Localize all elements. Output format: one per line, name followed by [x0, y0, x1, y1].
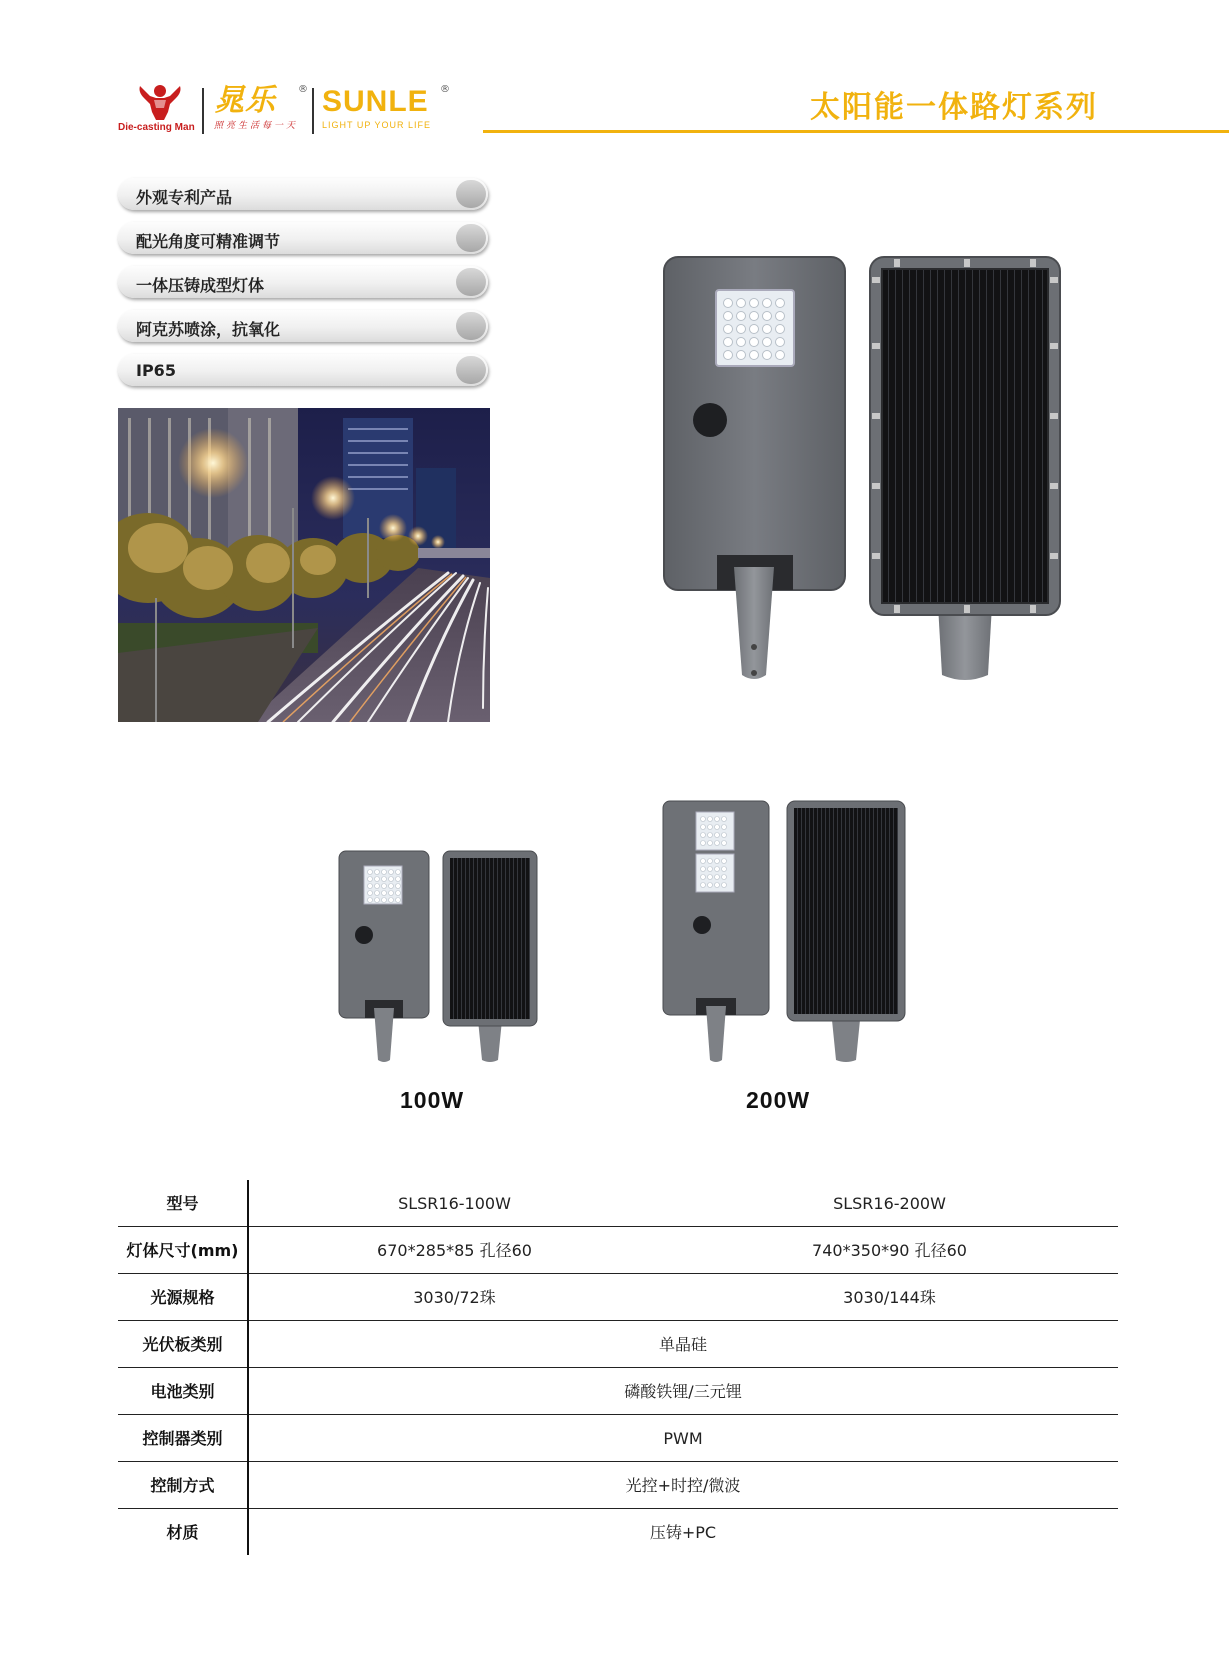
sunle-logo-text: SUNLE [322, 85, 429, 118]
spec-value: 磷酸铁锂/三元锂 [624, 1382, 742, 1401]
spec-label: 型号 [166, 1194, 199, 1213]
table-row [118, 1462, 1118, 1509]
spec-value: 单晶硅 [658, 1335, 707, 1354]
header-rule [483, 130, 1229, 133]
spec-label: 光源规格 [150, 1288, 215, 1307]
feature-label: 一体压铸成型灯体 [136, 276, 265, 295]
spec-label: 电池类别 [150, 1382, 215, 1401]
table-row [118, 1274, 1118, 1321]
solar-panel-graphic [786, 800, 906, 1065]
solar-panel-graphic [868, 255, 1062, 687]
table-row [118, 1180, 1118, 1227]
spec-label: 控制器类别 [142, 1429, 223, 1448]
spec-value: PWM [663, 1429, 703, 1448]
lamp-back-solar-large [868, 255, 1062, 687]
spec-value: 压铸+PC [649, 1523, 717, 1542]
solar-panel-graphic [442, 850, 538, 1065]
spec-value-100w: 3030/72珠 [413, 1288, 496, 1307]
wattage-label-100w: 100W [400, 1087, 465, 1113]
table-row [118, 1321, 1118, 1368]
spec-label: 控制方式 [150, 1476, 215, 1495]
table-row [118, 1509, 1118, 1556]
feature-label: 配光角度可精准调节 [136, 232, 281, 251]
spec-label: 灯体尺寸(mm) [126, 1241, 239, 1260]
page-header [0, 0, 1229, 140]
diecast-man-logo [118, 82, 198, 138]
feature-list [118, 178, 488, 398]
lamp-front-large [662, 255, 847, 685]
feature-pill [118, 222, 488, 254]
chinese-logo [214, 83, 308, 134]
feature-label: 阿克苏喷涂，抗氧化 [136, 320, 281, 339]
feature-pill [118, 354, 488, 386]
registered-mark: ® [440, 84, 450, 95]
spec-value: 光控+时控/微波 [625, 1476, 741, 1495]
spec-value-200w: SLSR16-200W [833, 1194, 946, 1213]
muscleman-icon [134, 82, 186, 122]
table-row [118, 1227, 1118, 1274]
spec-label: 光伏板类别 [142, 1335, 223, 1354]
pill-cap [456, 356, 486, 384]
spec-value-200w: 740*350*90 孔径60 [812, 1241, 967, 1260]
logo-divider [312, 88, 314, 134]
feature-pill [118, 266, 488, 298]
table-row [118, 1368, 1118, 1415]
spec-value-200w: 3030/144珠 [843, 1288, 936, 1307]
table-divider [247, 1180, 249, 1555]
feature-pill [118, 178, 488, 210]
chinese-slogan: 照亮生活每一天 [214, 121, 299, 131]
pill-cap [456, 180, 486, 208]
diecast-caption: Die-casting Man [118, 122, 195, 133]
pill-cap [456, 224, 486, 252]
table-row [118, 1415, 1118, 1462]
series-title: 太阳能一体路灯系列 [810, 90, 1098, 125]
sunle-logo [322, 84, 452, 134]
feature-label: 外观专利产品 [136, 188, 233, 207]
spec-value-100w: 670*285*85 孔径60 [377, 1241, 532, 1260]
feature-pill [118, 310, 488, 342]
lamp-back-solar-200w [786, 800, 906, 1065]
spec-label: 材质 [166, 1523, 199, 1542]
sunle-slogan: LIGHT UP YOUR LIFE [322, 120, 432, 130]
night-street-photo [118, 408, 490, 722]
wattage-label-200w: 200W [746, 1087, 811, 1113]
lamp-front-200w [662, 800, 770, 1065]
pill-cap [456, 312, 486, 340]
lamp-back-solar-100w [442, 850, 538, 1065]
spec-value-100w: SLSR16-100W [398, 1194, 511, 1213]
lamp-front-100w [338, 850, 430, 1065]
feature-label: IP65 [136, 361, 176, 380]
registered-mark: ® [298, 84, 308, 95]
logo-divider [202, 88, 204, 134]
spec-table [118, 1180, 1118, 1556]
pill-cap [456, 268, 486, 296]
chinese-logo-text: 晁乐 [214, 83, 276, 118]
